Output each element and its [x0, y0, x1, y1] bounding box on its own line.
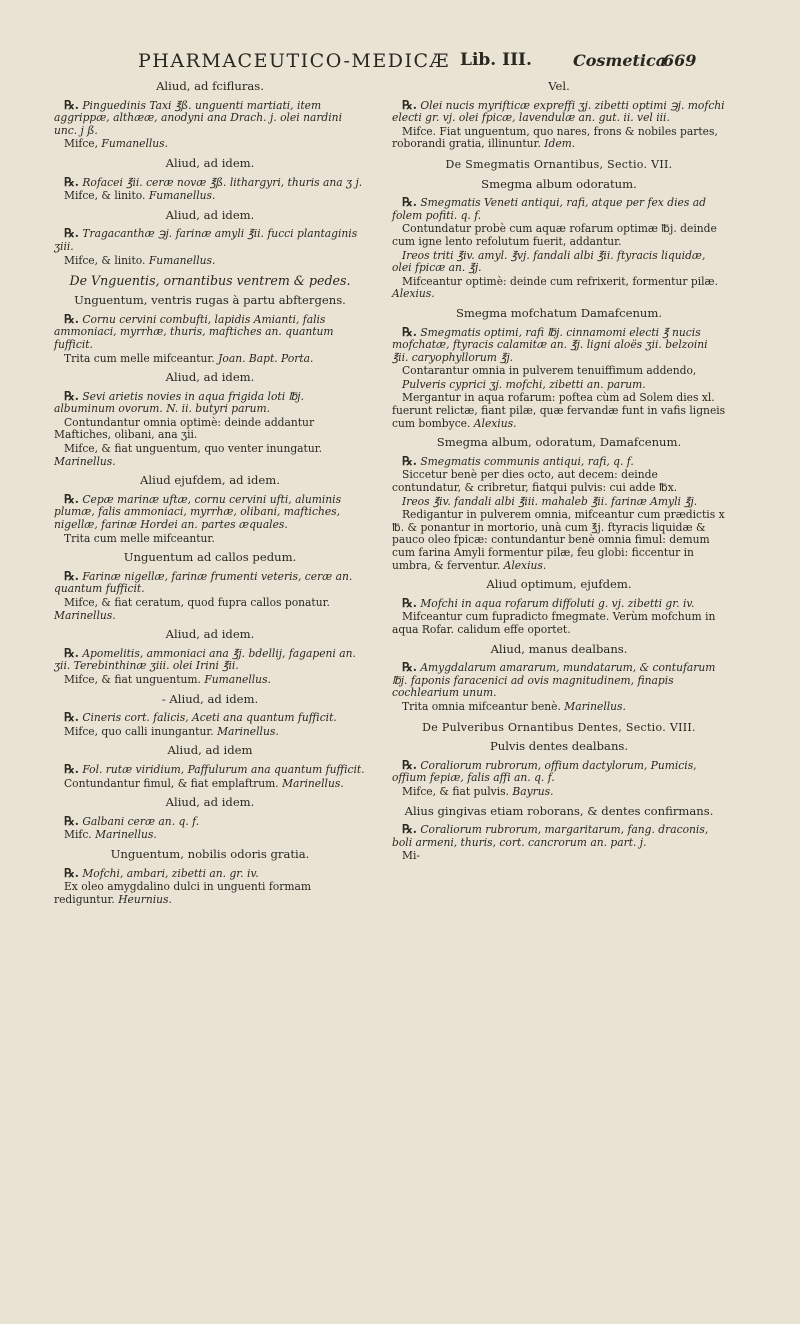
instruction-text — [54, 443, 366, 468]
instruction-text — [392, 223, 726, 248]
ingredient-text: Apomelitis, ammoniaci ana ℥j. bdellij, fagapeni an. ʒii. Terebinthinæ ʒiii. olei Irini ℥ii. — [54, 646, 356, 673]
ingredient-text: Ireos ℥iv. fandali albi ℥iii. mahaleb ℥ii. farinæ Amyli ℥j. — [402, 494, 698, 508]
author-citation: Marinellus. — [213, 724, 279, 738]
ingredient-text: Mofchi, ambari, zibetti an. gr. iv. — [78, 866, 259, 880]
instruction-body: Mifceantur optimè: deinde cum refrixerit, formentur pilæ. — [402, 274, 718, 288]
instruction-body: Mi- — [402, 849, 420, 863]
recipe-symbol: ℞. — [402, 757, 417, 772]
ingredient-text: Rofacei ℥ii. ceræ novæ ℥ß. lithargyri, thuris ana ʒ j. — [78, 175, 363, 189]
ingredient-text: Farinæ nigellæ, farinæ frumenti veteris, ceræ an. quantum fufficit. — [54, 569, 353, 596]
ingredient-text: Pulveris cyprici ʒj. mofchi, zibetti an. parum. — [402, 377, 646, 391]
recipe-symbol: ℞. — [64, 813, 79, 828]
book-number: Lib. III. — [460, 50, 532, 70]
ingredient-text: Coraliorum rubrorum, offium dactylorum, Pumicis, offium fepiæ, falis affi an. q. f. — [392, 758, 697, 785]
instruction-text — [54, 255, 366, 268]
recipe-symbol: ℞. — [402, 822, 417, 837]
instruction-text — [54, 533, 366, 546]
instruction-text — [392, 850, 726, 863]
recipe-heading: Aliud, ad fcifluras. — [156, 79, 264, 93]
ingredient-text: Ireos triti ℥iv. amyl. ℥vj. fandali albi ℥ii. ftyracis liquidæ, olei fpicæ an. ℥j. — [392, 248, 706, 275]
recipe-heading: Aliud, ad idem. — [165, 370, 255, 385]
recipe-ingredients — [392, 661, 726, 700]
instruction-body: Mifce, & fiat unguentum, quo venter inungatur. — [64, 442, 323, 456]
recipe-heading: Pulvis dentes dealbans. — [489, 739, 629, 754]
instruction-text — [392, 786, 726, 799]
instruction-text — [392, 365, 726, 378]
author-citation: Bayrus. — [509, 784, 554, 798]
instruction-body: Mifce. Fiat unguentum, quo nares, frons & nobiles partes, roborandi gratia, illinuntur. — [392, 124, 718, 151]
ingredient-text: Cepæ marinæ uftæ, cornu cervini ufti, aluminis plumæ, falis ammoniaci, myrrhæ, olibani, maftiches, nigellæ, farinæ Hordei an. partes æquales. — [54, 492, 342, 532]
recipe-ingredients — [54, 867, 366, 881]
recipe-ingredients — [54, 493, 366, 532]
instruction-text — [392, 701, 726, 714]
instruction-text — [54, 417, 366, 442]
author-citation: Alexius. — [470, 416, 517, 430]
instruction-body: Mifce, quo calli inungantur. — [64, 724, 214, 738]
instruction-body: Mifce, & linito. — [64, 189, 146, 203]
author-citation: Marinellus. — [278, 776, 344, 790]
instruction-body: Ex oleo amygdalino dulci in unguenti formam rediguntur. — [54, 880, 311, 906]
instruction-body: Mergantur in aqua rofarum: poftea cùm ad Solem dies xl. fuerunt relictæ, fiant pilæ, quæ fervandæ funt in vafis ligneis cum bombyce. — [392, 391, 726, 430]
recipe-ingredients — [54, 570, 366, 596]
recipe-heading: Smegma album, odoratum, Damafcenum. — [436, 435, 682, 450]
ingredient-text: Amygdalarum amararum, mundatarum, & contufarum ℔j. faponis faracenici ad ovis magnitudinem, finapis cochlearium unum. — [392, 661, 716, 700]
recipe-heading: Aliud, ad idem. — [165, 207, 255, 222]
recipe-symbol: ℞. — [402, 595, 417, 610]
ingredient-text: Mofchi in aqua rofarum diffoluti g. vj. zibetti gr. iv. — [416, 596, 695, 610]
recipe-ingredients — [54, 815, 366, 829]
instruction-text — [54, 778, 366, 791]
recipe-symbol: ℞. — [64, 97, 79, 112]
author-citation: Heurnius. — [114, 892, 172, 906]
recipe-ingredients — [54, 313, 366, 352]
instruction-body: Mifc. — [64, 828, 92, 842]
recipe-symbol: ℞. — [402, 195, 417, 210]
recipe-ingredients — [54, 176, 366, 190]
instruction-body: Contarantur omnia in pulverem tenuiffimum addendo, — [402, 364, 697, 378]
recipe-symbol: ℞. — [402, 660, 417, 675]
page-number: 669 — [663, 51, 697, 70]
recipe-symbol: ℞. — [64, 311, 79, 326]
instruction-text — [392, 276, 726, 301]
recipe-heading: Smegma mofchatum Damafcenum. — [455, 305, 663, 320]
instruction-text — [392, 126, 726, 151]
author-citation: Marinellus. — [54, 608, 116, 622]
ingredient-text: Smegmatis communis antiqui, rafi, q. f. — [416, 454, 634, 468]
recipe-heading: Alius gingivas etiam roborans, & dentes confirmans. — [404, 803, 714, 818]
recipe-heading: Aliud optimum, ejufdem. — [486, 577, 632, 592]
recipe-ingredients — [392, 379, 726, 392]
author-citation: Fumanellus. — [200, 672, 271, 686]
section-heading: De Smegmatis Ornantibus, Sectio. VII. — [445, 157, 673, 171]
instruction-text — [392, 469, 726, 494]
section-name: Cosmetica — [573, 51, 667, 70]
recipe-ingredients — [54, 99, 366, 138]
instruction-body: Contundantur fimul, & fiat emplaftrum. — [64, 776, 279, 790]
recipe-ingredients — [392, 455, 726, 469]
recipe-symbol: ℞. — [402, 324, 417, 339]
ingredient-text: Cornu cervini combufti, lapidis Amianti, falis ammoniaci, myrrhæ, thuris, maftiches an. quantum fufficit. — [54, 312, 334, 351]
recipe-ingredients — [392, 250, 726, 275]
ingredient-text: Tragacanthæ ℈j. farinæ amyli ℥ii. fucci plantaginis ʒiii. — [54, 227, 358, 253]
ingredient-text: Smegmatis Veneti antiqui, rafi, atque per fex dies ad folem pofiti. q. f. — [392, 196, 706, 222]
recipe-heading: Smegma album odoratum. — [481, 176, 637, 191]
recipe-ingredients — [392, 196, 726, 222]
recipe-symbol: ℞. — [64, 568, 79, 583]
recipe-symbol: ℞. — [64, 174, 79, 189]
author-citation: Marinellus. — [560, 699, 626, 713]
ingredient-text: Sevi arietis novies in aqua frigida loti ℔j. albuminum ovorum. N. ii. butyri parum. — [54, 389, 304, 416]
section-heading: De Pulveribus Ornantibus Dentes, Sectio. VIII. — [422, 720, 696, 734]
author-citation: Marinellus. — [91, 828, 157, 842]
instruction-body: Contundantur omnia optimè: deinde addantur Maftiches, olibani, ana ʒii. — [54, 415, 315, 442]
ingredient-text: Galbani ceræ an. q. f. — [78, 814, 200, 828]
instruction-body: Mifce, & linito. — [64, 253, 146, 267]
instruction-body: Siccetur benè per dies octo, aut decem: deinde contundatur, & cribretur, fiatqui pulvis: cui adde ℔x. — [392, 468, 678, 495]
recipe-ingredients — [392, 326, 726, 365]
recipe-symbol: ℞. — [64, 388, 79, 403]
instruction-body: Trita cum melle mifceantur. — [64, 531, 215, 545]
recipe-symbol: ℞. — [402, 453, 417, 468]
recipe-heading: Aliud, ad idem. — [165, 795, 255, 810]
instruction-body: Mifceantur cum fupradicto fmegmate. Verùm mofchum in aqua Rofar. calidum effe oportet. — [392, 610, 716, 636]
left-column — [54, 74, 366, 907]
recipe-heading: Aliud, ad idem — [167, 743, 253, 758]
instruction-body: Contundatur probè cum aquæ rofarum optimæ ℔j. deinde cum igne lento refolutum fuerit, addantur. — [392, 222, 717, 248]
author-citation: Fumanellus. — [98, 137, 169, 151]
ingredient-text: Coraliorum rubrorum, margaritarum, fang. draconis, boli armeni, thuris, cort. cancrorum an. part. j. — [392, 823, 709, 849]
instruction-text — [392, 611, 726, 636]
recipe-heading: Aliud, manus dealbans. — [490, 641, 628, 656]
instruction-text — [54, 138, 366, 151]
recipe-symbol: ℞. — [64, 710, 79, 725]
instruction-text — [54, 674, 366, 687]
recipe-symbol: ℞. — [64, 491, 79, 506]
recipe-heading: Aliud, ad idem. — [165, 627, 255, 642]
author-citation: Joan. Bapt. Porta. — [214, 351, 314, 365]
ingredient-text: Cineris cort. falicis, Aceti ana quantum fufficit. — [78, 711, 337, 725]
chapter-heading: De Vnguentis, ornantibus ventrem & pedes. — [69, 273, 351, 289]
recipe-symbol: ℞. — [64, 226, 79, 241]
recipe-ingredients — [54, 647, 366, 673]
author-citation: Fumanellus. — [145, 253, 216, 267]
recipe-heading: Unguentum ad callos pedum. — [123, 550, 297, 565]
ingredient-text: Pinguedinis Taxi ℥ß. unguenti martiati, item aggrippæ, althææ, anodyni ana Drach. j. olei nardini unc. j ß. — [54, 98, 342, 137]
recipe-symbol: ℞. — [64, 645, 79, 660]
recipe-heading: Aliud ejufdem, ad idem. — [140, 473, 280, 488]
recipe-ingredients — [392, 99, 726, 125]
instruction-text — [54, 190, 366, 203]
instruction-body: Mifce, & fiat pulvis. — [402, 784, 510, 798]
author-citation: Marinellus. — [54, 454, 116, 468]
ingredient-text: Fol. rutæ viridium, Paffulurum ana quantum fufficit. — [78, 762, 365, 776]
recipe-ingredients — [392, 823, 726, 849]
instruction-body: Mifce, — [64, 137, 99, 151]
recipe-ingredients — [392, 496, 726, 509]
author-citation: Alexius. — [500, 558, 547, 572]
recipe-ingredients — [54, 711, 366, 725]
instruction-body: Mifce, & fiat ceratum, quod fupra callos ponatur. — [64, 596, 330, 609]
instruction-body: Trita omnia mifceantur benè. — [402, 699, 561, 713]
instruction-body: Redigantur in pulverem omnia, mifceantur cum prædictis x ℔. & ponantur in mortorio, unà cum ℥j. ftyracis liquidæ & pauco oleo fpicæ: contundantur benè omnia fimul: demum cum farina Amyli formentur pilæ, feu globi: ficcentur in umbra, & ferventur. — [392, 508, 725, 572]
recipe-ingredients — [54, 227, 366, 253]
ingredient-text: Olei nucis myrifticæ expreffi ʒj. zibetti optimi ℈j. mofchi electi gr. vj. olei fpicæ, lavendulæ an. gut. ii. vel iii. — [392, 98, 725, 125]
instruction-body: Mifce, & fiat unguentum. — [64, 672, 201, 686]
instruction-text — [54, 353, 366, 366]
recipe-ingredients — [392, 759, 726, 785]
recipe-ingredients — [392, 597, 726, 611]
right-column — [392, 74, 726, 864]
instruction-text — [54, 726, 366, 739]
author-citation: Idem. — [540, 137, 576, 151]
instruction-text — [392, 509, 726, 572]
recipe-symbol: ℞. — [64, 865, 79, 880]
recipe-heading: Unguentum, ventris rugas à partu abftergens. — [74, 293, 346, 308]
author-citation: Alexius. — [392, 287, 435, 301]
recipe-heading: Unguentum, nobilis odoris gratia. — [110, 846, 310, 861]
instruction-text — [54, 829, 366, 842]
recipe-heading: Vel. — [548, 79, 570, 93]
recipe-ingredients — [54, 390, 366, 416]
running-title: PHARMACEUTICO-MEDICÆ — [138, 50, 451, 72]
ingredient-text: Smegmatis optimi, rafi ℔j. cinnamomi electi ℥ nucis mofchatæ, ftyracis calamitæ an. ℥j. ligni aloës ʒii. belzoini ℥ii. caryophyllorum ℥j. — [392, 325, 708, 364]
instruction-text — [54, 597, 366, 622]
instruction-body: Trita cum melle mifceantur. — [64, 351, 215, 365]
recipe-symbol: ℞. — [64, 761, 79, 776]
recipe-ingredients — [54, 763, 366, 777]
recipe-heading: Aliud, ad idem. — [165, 155, 255, 170]
recipe-symbol: ℞. — [402, 97, 417, 112]
recipe-heading: - Aliud, ad idem. — [161, 691, 259, 706]
author-citation: Fumanellus. — [145, 189, 216, 203]
instruction-text — [54, 881, 366, 906]
instruction-text — [392, 392, 726, 430]
